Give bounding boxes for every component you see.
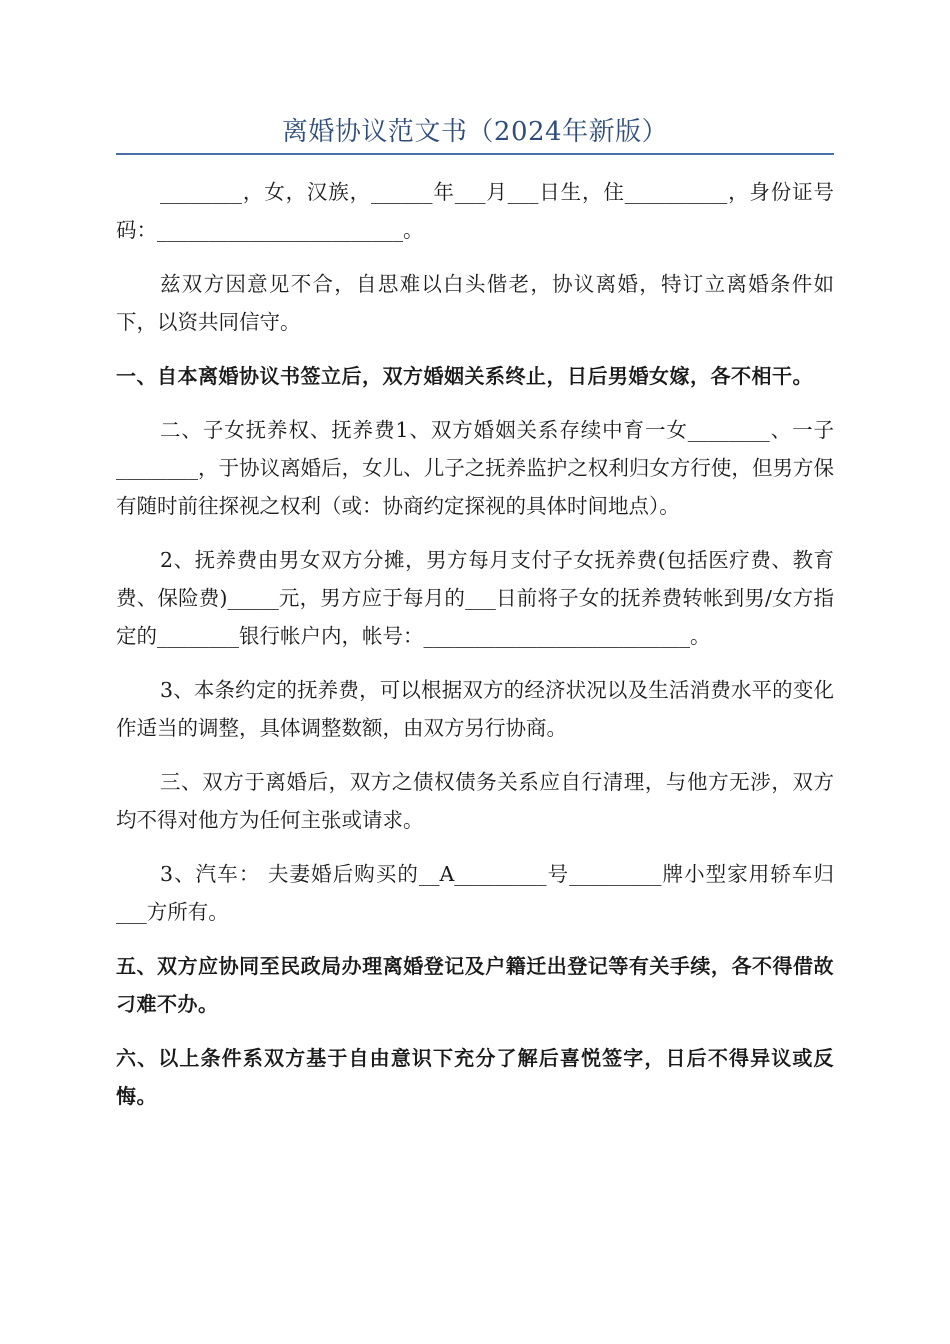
clause-two-custody: 二、子女抚养权、抚养费1、双方婚姻关系存续中育一女________、一子________，于协议离婚后，女儿、儿子之抚养监护之权利归女方行使，但男方保有随时前往探视之权利（或：协商约定探视的具体时间地点）。 [116,418,834,518]
document-body [116,173,834,1131]
clause-two-adjustment: 3、本条约定的抚养费，可以根据双方的经济状况以及生活消费水平的变化作适当的调整，具体调整数额，由双方另行协商。 [116,678,834,740]
document-title: 离婚协议范文书（2024年新版） [281,117,669,147]
paragraph-preamble: 兹双方因意见不合，自思难以白头偕老，协议离婚，特订立离婚条件如下，以资共同信守。 [116,272,834,334]
clause-car: 3、汽车： 夫妻婚后购买的__A_________号_________牌小型家用轿车归___方所有。 [116,862,834,924]
clause-five: 五、双方应协同至民政局办理离婚登记及户籍迁出登记等有关手续，各不得借故刁难不办。 [116,954,834,1016]
clause-three-debts: 三、双方于离婚后，双方之债权债务关系应自行清理，与他方无涉，双方均不得对他方为任何主张或请求。 [116,770,834,832]
clause-six: 六、以上条件系双方基于自由意识下充分了解后喜悦签字，日后不得异议或反悔。 [116,1046,834,1108]
title-underline [116,153,834,155]
clause-two-support-fee: 2、抚养费由男女双方分摊，男方每月支付子女抚养费(包括医疗费、教育费、保险费)_____元，男方应于每月的___日前将子女的抚养费转帐到男/女方指定的________银行帐户内，帐号：__________________________。 [116,548,834,648]
paragraph-party-info: ________，女，汉族，______年___月___日生，住__________，身份证号码：________________________。 [116,180,834,242]
clause-one: 一、自本离婚协议书签立后，双方婚姻关系终止，日后男婚女嫁，各不相干。 [116,364,813,388]
